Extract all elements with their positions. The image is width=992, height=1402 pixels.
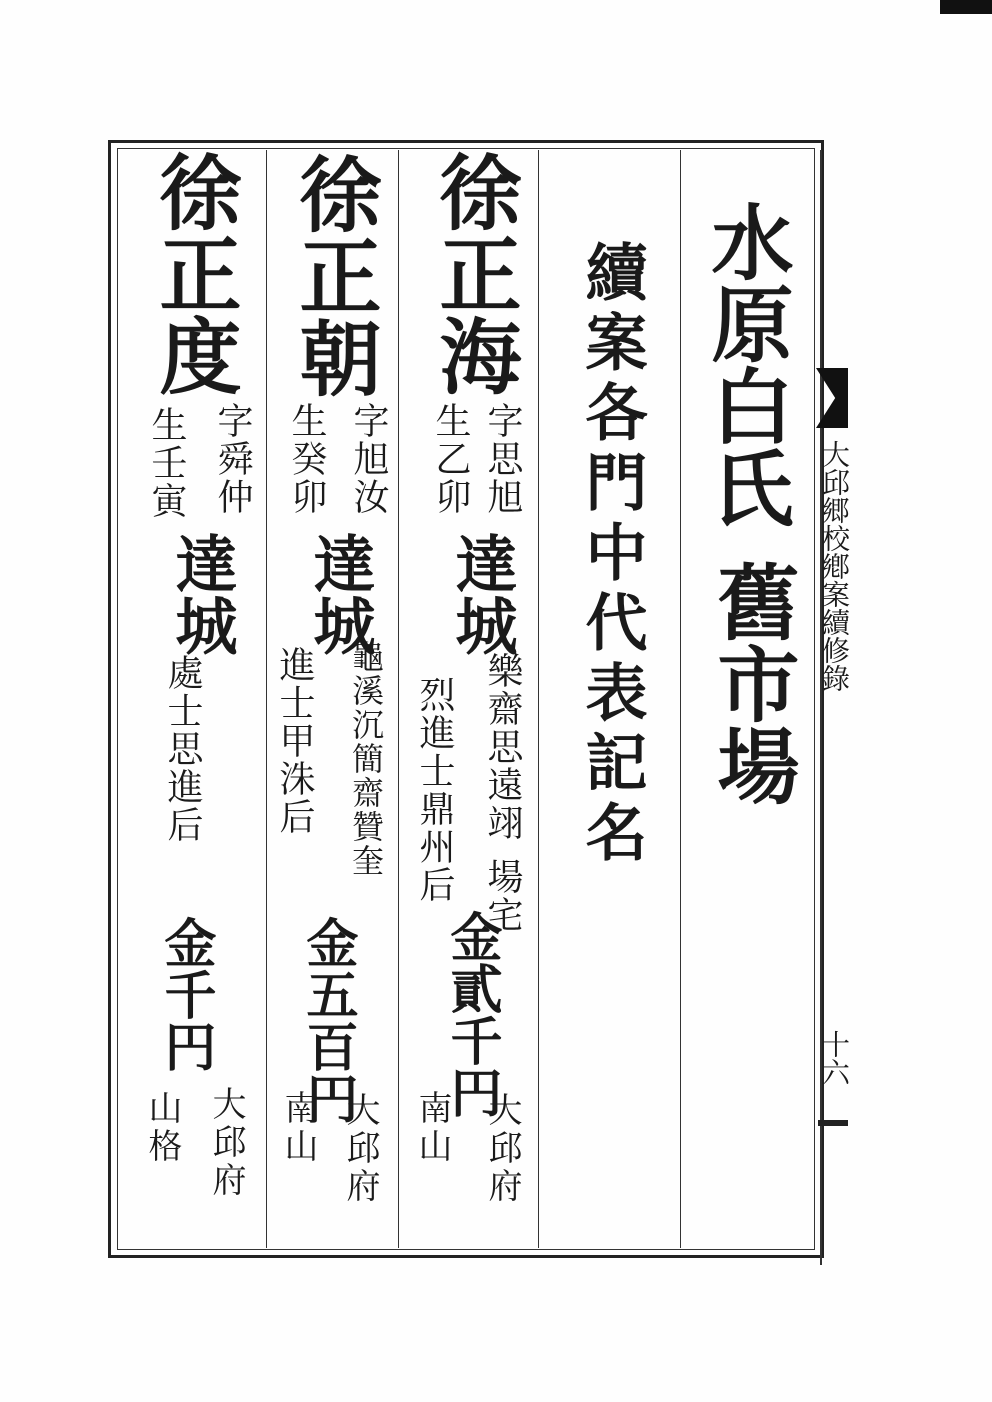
- entry-name: 徐正朝: [286, 152, 382, 398]
- column-rule: [538, 150, 539, 1248]
- entry-note: 樂齋思遠翊: [482, 652, 523, 842]
- entry-origin: 達城: [445, 532, 518, 656]
- entry-place: 山格: [142, 1090, 182, 1166]
- entry-origin: 達城: [165, 532, 238, 656]
- entry-courtesy: 字旭汝: [348, 402, 389, 516]
- entry-name: 徐正海: [426, 150, 522, 396]
- entry-note: 烈進士鼎州后: [414, 676, 455, 904]
- entry-place: 大邱府: [482, 1092, 522, 1206]
- spine-page-marker: 十六: [818, 1030, 851, 1086]
- entry-birth: 生壬寅: [146, 406, 187, 520]
- entry-amount: 金五百円: [297, 916, 358, 1124]
- entry-note: 龜溪沉簡齋贊奎: [347, 640, 385, 878]
- spine-title: 大邱郷校鄕案續修錄: [818, 440, 851, 692]
- scan-edge-mark: [940, 0, 992, 14]
- entry-origin: 達城: [303, 532, 376, 656]
- entry-courtesy: 字舜仲: [212, 402, 253, 516]
- spine-edge: [820, 150, 850, 1265]
- entry-courtesy: 字思旭: [482, 402, 523, 516]
- column-rule: [680, 150, 681, 1248]
- entry-birth: 生乙卯: [430, 402, 471, 516]
- column-rule: [266, 150, 267, 1248]
- spine-bar: [818, 1120, 848, 1126]
- entry-amount: 金貳千円: [441, 910, 502, 1118]
- entry-place: 南山: [278, 1090, 318, 1166]
- entry-note: 進士甲洙后: [274, 646, 315, 836]
- entry-name: 徐正度: [146, 150, 242, 396]
- document-page: [108, 140, 851, 1265]
- entry-place: 大邱府: [340, 1092, 380, 1206]
- entry-place: 南山: [412, 1090, 452, 1166]
- entry-place: 大邱府: [206, 1086, 246, 1200]
- section-title: 續案各門中代表記名: [575, 240, 648, 870]
- entry-birth: 生癸卯: [286, 402, 327, 516]
- entry-note: 場宅: [482, 858, 523, 934]
- entry-note: 處士思進后: [162, 654, 203, 844]
- clan-title: 水原白氏: [698, 200, 794, 528]
- market-name: 舊市場: [704, 560, 800, 806]
- entry-amount: 金千円: [155, 916, 216, 1072]
- column-rule: [398, 150, 399, 1248]
